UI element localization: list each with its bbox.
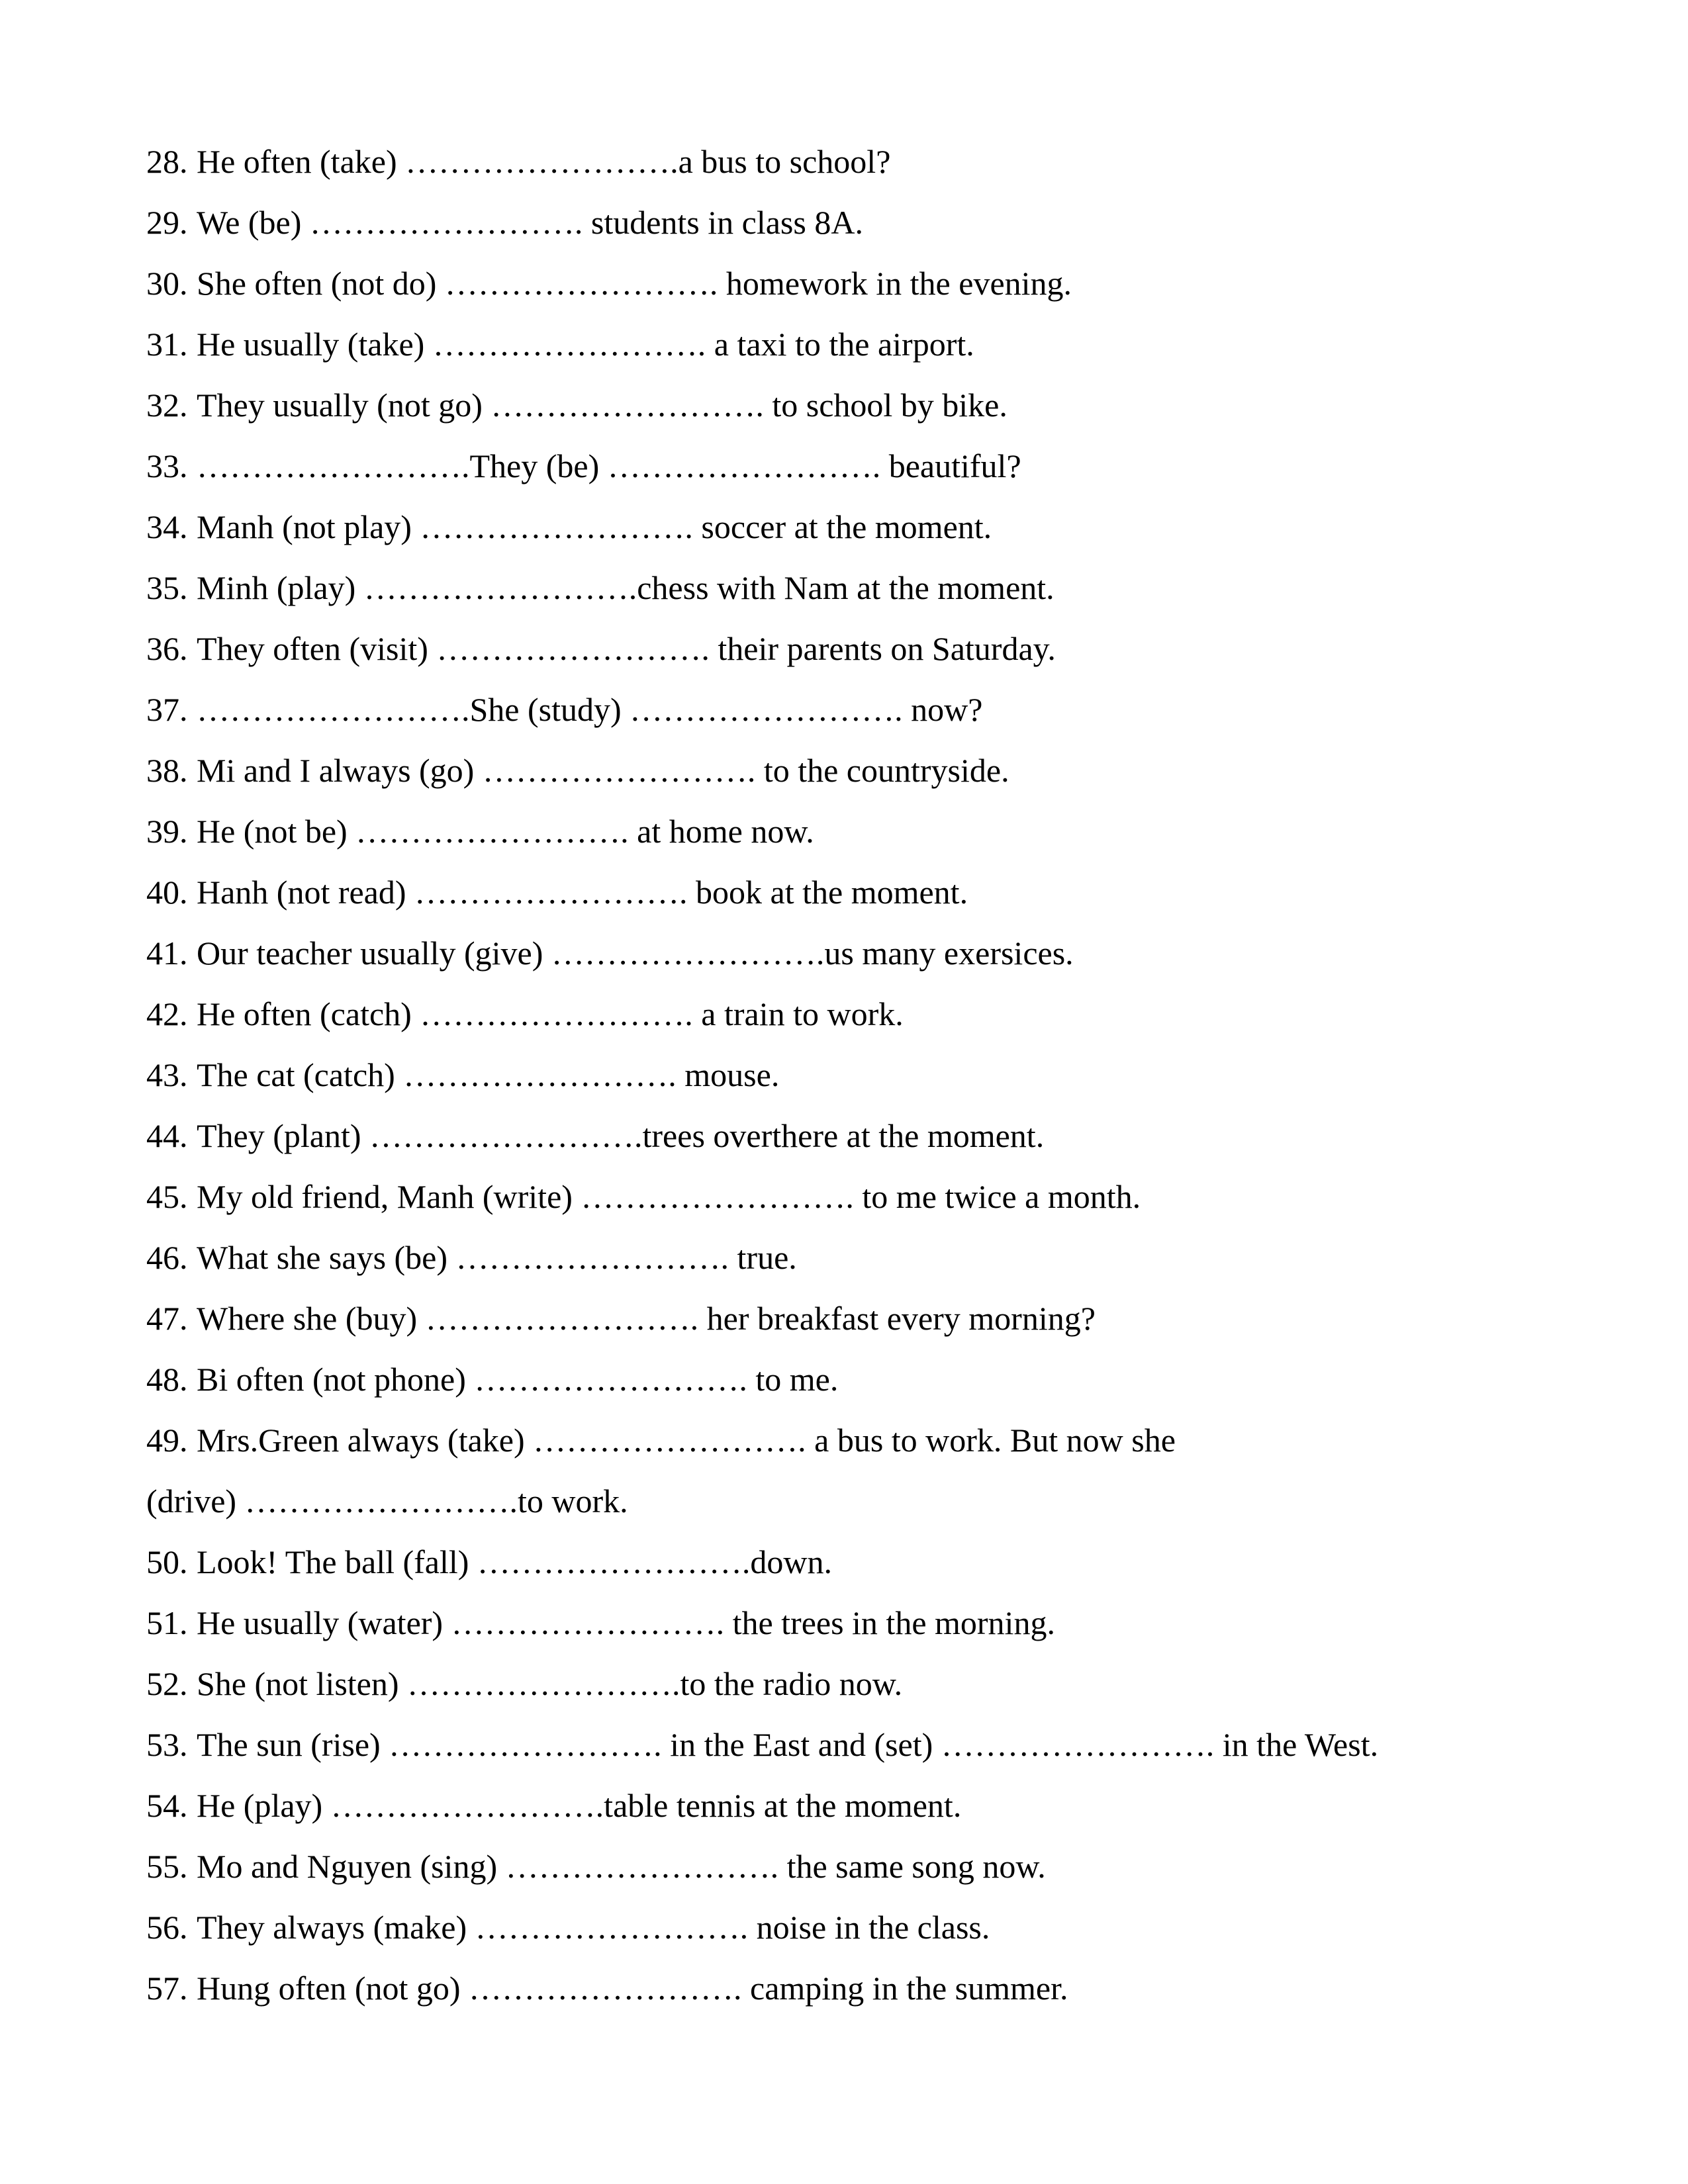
item-line (146, 192, 1609, 253)
item-text: They always (make) ……………………. noise in the class. (197, 1909, 990, 1946)
item-line (146, 1044, 1609, 1105)
item-number: 35. (146, 569, 188, 606)
exercise-item (146, 740, 1609, 801)
item-line (146, 314, 1609, 375)
item-text: …………………….They (be) ……………………. beautiful? (197, 447, 1021, 484)
item-text: Mi and I always (go) ……………………. to the countryside. (197, 752, 1009, 789)
item-number: 30. (146, 265, 188, 302)
item-number: 57. (146, 1970, 188, 2007)
exercise-list (146, 131, 1609, 2019)
item-text: He usually (water) ……………………. the trees in the morning. (197, 1604, 1055, 1641)
item-number: 31. (146, 326, 188, 363)
item-text: Mo and Nguyen (sing) ……………………. the same song now. (197, 1848, 1046, 1885)
exercise-item (146, 375, 1609, 435)
item-line (146, 131, 1609, 192)
item-text: (drive) …………………….to work. (146, 1482, 628, 1520)
item-number: 52. (146, 1665, 188, 1702)
item-line (146, 740, 1609, 801)
item-number: 43. (146, 1056, 188, 1093)
item-number: 45. (146, 1178, 188, 1215)
item-text: She often (not do) ……………………. homework in the evening. (197, 265, 1072, 302)
item-number: 37. (146, 691, 188, 728)
item-line (146, 435, 1609, 496)
item-text: They usually (not go) ……………………. to school by bike. (197, 387, 1008, 424)
exercise-item (146, 1044, 1609, 1105)
item-number: 42. (146, 995, 188, 1032)
item-line (146, 1227, 1609, 1288)
item-line (146, 1349, 1609, 1410)
exercise-item (146, 314, 1609, 375)
item-number: 56. (146, 1909, 188, 1946)
item-number: 28. (146, 143, 188, 180)
item-number: 36. (146, 630, 188, 667)
item-line (146, 1288, 1609, 1349)
item-text: He (not be) ……………………. at home now. (197, 813, 814, 850)
item-line (146, 1410, 1609, 1471)
exercise-item (146, 923, 1609, 983)
item-line (146, 496, 1609, 557)
item-line (146, 375, 1609, 435)
item-number: 54. (146, 1787, 188, 1824)
item-line (146, 1531, 1609, 1592)
item-text: Manh (not play) ……………………. soccer at the moment. (197, 508, 992, 545)
item-number: 34. (146, 508, 188, 545)
item-text: Look! The ball (fall) …………………….down. (197, 1543, 833, 1580)
item-line (146, 983, 1609, 1044)
item-line (146, 557, 1609, 618)
item-line (146, 618, 1609, 679)
item-line (146, 862, 1609, 923)
item-text: Bi often (not phone) ……………………. to me. (197, 1361, 839, 1398)
exercise-item (146, 1592, 1609, 1653)
item-text: Minh (play) …………………….chess with Nam at the moment. (197, 569, 1055, 606)
exercise-item (146, 1105, 1609, 1166)
item-number: 33. (146, 447, 188, 484)
exercise-item (146, 131, 1609, 192)
exercise-item (146, 1958, 1609, 2019)
item-number: 32. (146, 387, 188, 424)
item-number: 46. (146, 1239, 188, 1276)
item-number: 50. (146, 1543, 188, 1580)
item-line (146, 1592, 1609, 1653)
item-number: 41. (146, 934, 188, 972)
item-text: He usually (take) ……………………. a taxi to the airport. (197, 326, 974, 363)
exercise-item (146, 1653, 1609, 1714)
exercise-item (146, 1714, 1609, 1775)
item-number: 48. (146, 1361, 188, 1398)
exercise-item (146, 496, 1609, 557)
item-line (146, 1897, 1609, 1958)
item-text: My old friend, Manh (write) ……………………. to me twice a month. (197, 1178, 1141, 1215)
item-number: 51. (146, 1604, 188, 1641)
item-line (146, 1653, 1609, 1714)
exercise-item (146, 1836, 1609, 1897)
exercise-item (146, 435, 1609, 496)
item-line (146, 253, 1609, 314)
item-continuation-line (146, 1471, 1609, 1531)
item-number: 47. (146, 1300, 188, 1337)
exercise-item (146, 862, 1609, 923)
item-text: Hanh (not read) ……………………. book at the moment. (197, 874, 968, 911)
item-number: 49. (146, 1422, 188, 1459)
item-text: She (not listen) …………………….to the radio now. (197, 1665, 903, 1702)
exercise-item (146, 192, 1609, 253)
exercise-item (146, 1288, 1609, 1349)
exercise-item (146, 983, 1609, 1044)
item-text: He often (take) …………………….a bus to school? (197, 143, 891, 180)
exercise-item (146, 1227, 1609, 1288)
item-number: 40. (146, 874, 188, 911)
item-line (146, 1166, 1609, 1227)
item-text: We (be) ……………………. students in class 8A. (197, 204, 863, 241)
exercise-item (146, 253, 1609, 314)
item-line (146, 1775, 1609, 1836)
item-text: He (play) …………………….table tennis at the moment. (197, 1787, 962, 1824)
item-text: …………………….She (study) ……………………. now? (197, 691, 983, 728)
item-text: Where she (buy) ……………………. her breakfast every morning? (197, 1300, 1096, 1337)
item-line (146, 1714, 1609, 1775)
item-number: 55. (146, 1848, 188, 1885)
exercise-item (146, 1897, 1609, 1958)
item-text: Our teacher usually (give) …………………….us many exersices. (197, 934, 1074, 972)
item-text: What she says (be) ……………………. true. (197, 1239, 797, 1276)
exercise-item (146, 1531, 1609, 1592)
item-number: 44. (146, 1117, 188, 1154)
item-text: Mrs.Green always (take) ……………………. a bus to work. But now she (197, 1422, 1176, 1459)
item-line (146, 679, 1609, 740)
item-text: They (plant) …………………….trees overthere at the moment. (197, 1117, 1045, 1154)
item-number: 29. (146, 204, 188, 241)
item-number: 38. (146, 752, 188, 789)
exercise-item (146, 1410, 1609, 1531)
item-line (146, 1105, 1609, 1166)
exercise-item (146, 801, 1609, 862)
item-line (146, 1836, 1609, 1897)
item-line (146, 1958, 1609, 2019)
item-line (146, 801, 1609, 862)
exercise-item (146, 557, 1609, 618)
item-text: They often (visit) ……………………. their parents on Saturday. (197, 630, 1056, 667)
item-number: 53. (146, 1726, 188, 1763)
exercise-item (146, 679, 1609, 740)
item-number: 39. (146, 813, 188, 850)
item-line (146, 923, 1609, 983)
exercise-item (146, 1349, 1609, 1410)
exercise-item (146, 1166, 1609, 1227)
item-text: The cat (catch) ……………………. mouse. (197, 1056, 780, 1093)
exercise-item (146, 618, 1609, 679)
item-text: He often (catch) ……………………. a train to work. (197, 995, 904, 1032)
item-text: Hung often (not go) ……………………. camping in the summer. (197, 1970, 1068, 2007)
exercise-item (146, 1775, 1609, 1836)
item-text: The sun (rise) ……………………. in the East and (set) ……………………. in the West. (197, 1726, 1379, 1763)
